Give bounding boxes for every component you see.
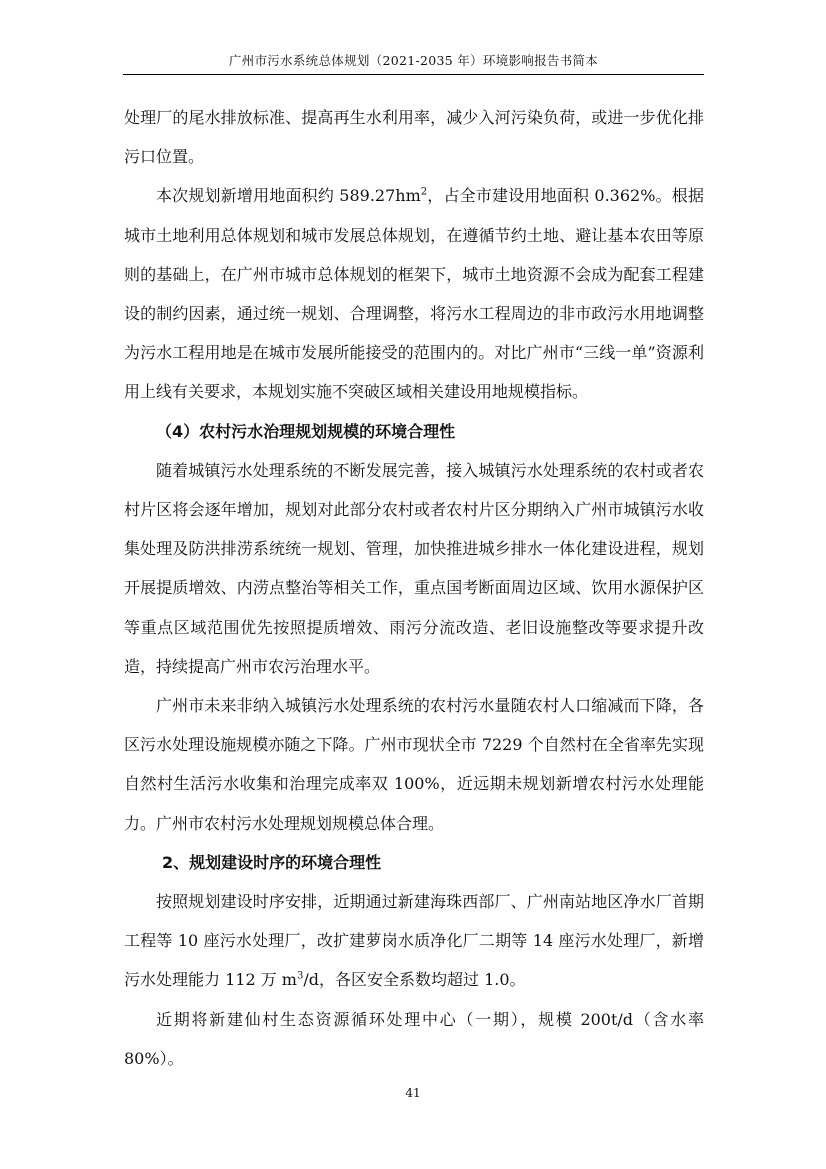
running-header: 广州市污水系统总体规划（2021-2035 年）环境影响报告书简本 xyxy=(228,53,599,68)
paragraph-land-use xyxy=(124,176,704,411)
paragraph-rural-integration: 随着城镇污水处理系统的不断发展完善，接入城镇污水处理系统的农村或者农村片区将会逐年增加，规划对此部分农村或者农村片区分期纳入广州市城镇污水收集处理及防洪排涝系统统一规划、管理，加快推进城乡排水一体化建设进程，规划开展提质增效、内涝点整治等相关工作，重点国考断面周边区域、饮用水源保护区等重点区域范围优先按照提质增效、雨污分流改造、老旧设施整改等要求提升改造，持续提高广州市农污治理水平。 xyxy=(124,460,704,676)
header-rule xyxy=(123,74,704,75)
land-use-text-b: ，占全市建设用地面积 0.362%。根据城市土地利用总体规划和城市发展总体规划，在遵循节约土地、避让基本农田等原则的基础上，在广州市城市总体规划的框架下，城市土地资源不会成为配套工程建设的制约因素，通过统一规划、合理调整，将污水工程周边的非市政污水用地调整为污水工程用地是在城市发展所能接受的范围内的。对比广州市“三线一单”资源利用上线有关要求，本规划实施不突破区域相关建设用地规模指标。 xyxy=(124,186,704,402)
construction-text-b: /d，各区安全系数均超过 1.0。 xyxy=(303,970,526,990)
superscript-3: 3 xyxy=(296,971,304,983)
paragraph-construction-plan xyxy=(124,882,704,1000)
page-number: 41 xyxy=(405,1086,421,1100)
section-heading-rural-sewage: （4）农村污水治理规划规模的环境合理性 xyxy=(156,421,456,441)
paragraph-continuation: 处理厂的尾水排放标准、提高再生水利用率，减少入河污染负荷，或进一步优化排污口位置。 xyxy=(124,108,704,167)
construction-text-a: 按照规划建设时序安排，近期通过新建海珠西部厂、广州南站地区净水厂首期工程等 10 座污水处理厂，改扩建萝岗水质净化厂二期等 14 座污水处理厂，新增污水处理能力 112 万 m xyxy=(124,892,704,990)
land-use-text-a: 本次规划新增用地面积约 589.27hm xyxy=(156,186,421,206)
section-heading-construction-sequence: 2、规划建设时序的环境合理性 xyxy=(162,852,382,872)
paragraph-rural-scale: 广州市未来非纳入城镇污水处理系统的农村污水量随农村人口缩减而下降，各区污水处理设施规模亦随之下降。广州市现状全市 7229 个自然村在全省率先实现自然村生活污水收集和治理完成率双 100%，近远期未规划新增农村污水处理能力。广州市农村污水处理规划规模总体合理。 xyxy=(124,696,704,833)
document-body xyxy=(124,98,704,1078)
paragraph-resource-center: 近期将新建仙村生态资源循环处理中心（一期），规模 200t/d（含水率 80%）。 xyxy=(124,1009,704,1068)
superscript-2: 2 xyxy=(420,187,428,199)
